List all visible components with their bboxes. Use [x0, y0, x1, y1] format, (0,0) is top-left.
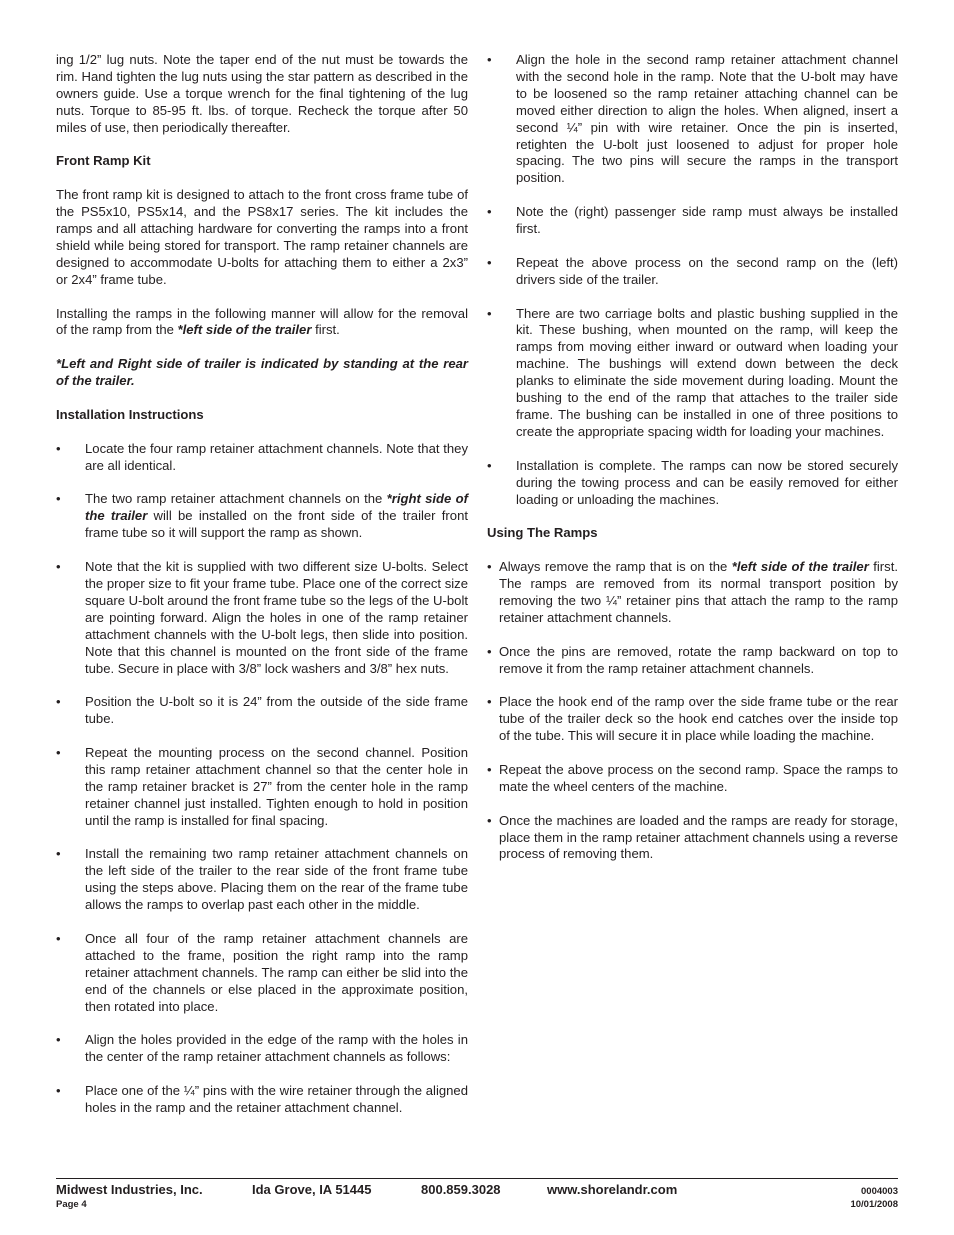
- install-order-paragraph: [56, 306, 468, 340]
- list-item: • Install the remaining two ramp retainer attachment channels on the left side of the trailer to the rear side of the front frame tube using the steps above. Placing them on the rear of the frame tube allows the ramps to overlap past each other in the middle.: [56, 846, 468, 914]
- footer-date: 10/01/2008: [850, 1199, 898, 1210]
- install-order-emphasis: *left side of the trailer: [177, 322, 312, 338]
- using-ramps-list: [487, 559, 898, 863]
- left-column: [56, 52, 468, 1134]
- list-item: • Once the machines are loaded and the ramps are ready for storage, place them in the ramp retainer attachment channels using a reverse process of removing them.: [487, 813, 898, 864]
- front-ramp-heading: Front Ramp Kit: [56, 153, 151, 169]
- right-column: [487, 52, 898, 880]
- installation-list-continued: [487, 52, 898, 508]
- list-item: • Align the hole in the second ramp retainer attachment channel with the second hole in the ramp. Note that the U-bolt may have to be loosened so the ramp retainer attaching channel can be moved either direction to align the holes. When aligned, insert a second ¼” pin with wire retainer. Once the pin is inserted, retighten the U-bolt just loosened to adjust for proper hole spacing. The two pins will secure the ramps in the transport position.: [487, 52, 898, 187]
- bullet-text: Always remove the ramp that is on the: [499, 559, 732, 575]
- list-item: • Installation is complete. The ramps can now be stored securely during the towing process and can be easily removed for either loading or unloading the machines.: [487, 458, 898, 509]
- installation-heading: Installation Instructions: [56, 406, 204, 422]
- install-order-text: Installing the ramps in the following manner will allow for the removal of the ramp from the: [56, 305, 468, 338]
- bullet-emphasis: *right side of the trailer: [85, 491, 468, 524]
- footer-location: Ida Grove, IA 51445: [252, 1182, 372, 1197]
- list-item: • There are two carriage bolts and plastic bushing supplied in the kit. These bushing, when mounted on the ramp, will keep the ramps from moving either inward or outward when loading your machine. The bushings will extend down between the deck planks to eliminate the side movement during loading. Mount the bushing to the end of the ramp that attaches to the trailer side frame. The bushing can be installed in one of three positions to create the appropriate spacing width for loading your machines.: [487, 306, 898, 441]
- list-item: [487, 559, 898, 627]
- footer-phone: 800.859.3028: [421, 1182, 501, 1197]
- list-item: • Place the hook end of the ramp over the side frame tube or the rear tube of the trailer deck so the hook end catches over the inside top of the tube. This will secure it in place while loading the machine.: [487, 694, 898, 745]
- footer-company: Midwest Industries, Inc.: [56, 1182, 203, 1197]
- side-note: *Left and Right side of trailer is indicated by standing at the rear of the trailer.: [56, 356, 468, 389]
- bullet-emphasis: *left side of the trailer: [731, 559, 869, 575]
- page-footer: [56, 1178, 898, 1210]
- list-item: • Position the U-bolt so it is 24” from the outside of the side frame tube.: [56, 694, 468, 728]
- footer-doc-number: 0004003: [861, 1186, 898, 1197]
- footer-page-number: Page 4: [56, 1199, 87, 1210]
- footer-website: www.shorelandr.com: [547, 1182, 678, 1197]
- list-item: • Place one of the ¼” pins with the wire retainer through the aligned holes in the ramp and the retainer attachment channel.: [56, 1083, 468, 1117]
- installation-list: [56, 441, 468, 1117]
- list-item: • Repeat the above process on the second ramp. Space the ramps to mate the wheel centers of the machine.: [487, 762, 898, 796]
- list-item: [56, 491, 468, 542]
- list-item: • Align the holes provided in the edge of the ramp with the holes in the center of the ramp retainer attachment channels as follows:: [56, 1032, 468, 1066]
- using-ramps-heading: Using The Ramps: [487, 525, 598, 541]
- bullet-text-tail: first. The ramps are removed from its normal transport position by removing the two ¼” retainer pins that attach the ramp to the ramp retainer attachment channels.: [499, 559, 898, 625]
- list-item: • Once all four of the ramp retainer attachment channels are attached to the frame, position the right ramp into the ramp retainer attachment channels. The ramp can either be slid into the end of the channels or else placed in the approximate position, then rotated into place.: [56, 931, 468, 1016]
- front-ramp-paragraph: The front ramp kit is designed to attach to the front cross frame tube of the PS5x10, PS5x14, and the PS8x17 series. The kit includes the ramps and all attaching hardware for converting the ramps into a front shield while being stored for transport. The ramp retainer channels are designed to accommodate U-bolts for attaching them to either a 2x3” or 2x4” frame tube.: [56, 187, 468, 287]
- list-item: • Locate the four ramp retainer attachment channels. Note that they are all identical.: [56, 441, 468, 475]
- list-item: • Note the (right) passenger side ramp must always be installed first.: [487, 204, 898, 238]
- bullet-text: The two ramp retainer attachment channels on the: [85, 491, 387, 507]
- list-item: • Once the pins are removed, rotate the ramp backward on top to remove it from the ramp retainer attachment channels.: [487, 644, 898, 678]
- list-item: • Repeat the above process on the second ramp on the (left) drivers side of the trailer.: [487, 255, 898, 289]
- intro-paragraph: ing 1/2” lug nuts. Note the taper end of the nut must be towards the rim. Hand tighten the lug nuts using the star pattern as described in the owners guide. Use a torque wrench for the final tightening of the lug nuts. Torque to 85-95 ft. lbs. of torque. Recheck the torque after 50 miles of use, then periodically thereafter.: [56, 52, 468, 135]
- list-item: • Note that the kit is supplied with two different size U-bolts. Select the proper size to fit your frame tube. Place one of the correct size square U-bolt around the front frame tube so the legs of the U-bolt are pointing forward. Align the holes in one of the ramp retainer attachment channels with the U-bolt legs, then slide into position. Note that this channel is mounted on the front side of the frame tube. Secure in place with 3/8” lock washers and 3/8” hex nuts.: [56, 559, 468, 677]
- bullet-text-tail: will be installed on the front side of the trailer front frame tube so it will support the ramp as shown.: [85, 508, 468, 541]
- install-order-tail: first.: [311, 322, 340, 338]
- list-item: • Repeat the mounting process on the second channel. Position this ramp retainer attachment channel so that the center hole in the ramp retainer bracket is 27” from the center hole in the ramp retainer channel just installed. Tighten enough to hold in position until the ramp is installed for final spacing.: [56, 745, 468, 830]
